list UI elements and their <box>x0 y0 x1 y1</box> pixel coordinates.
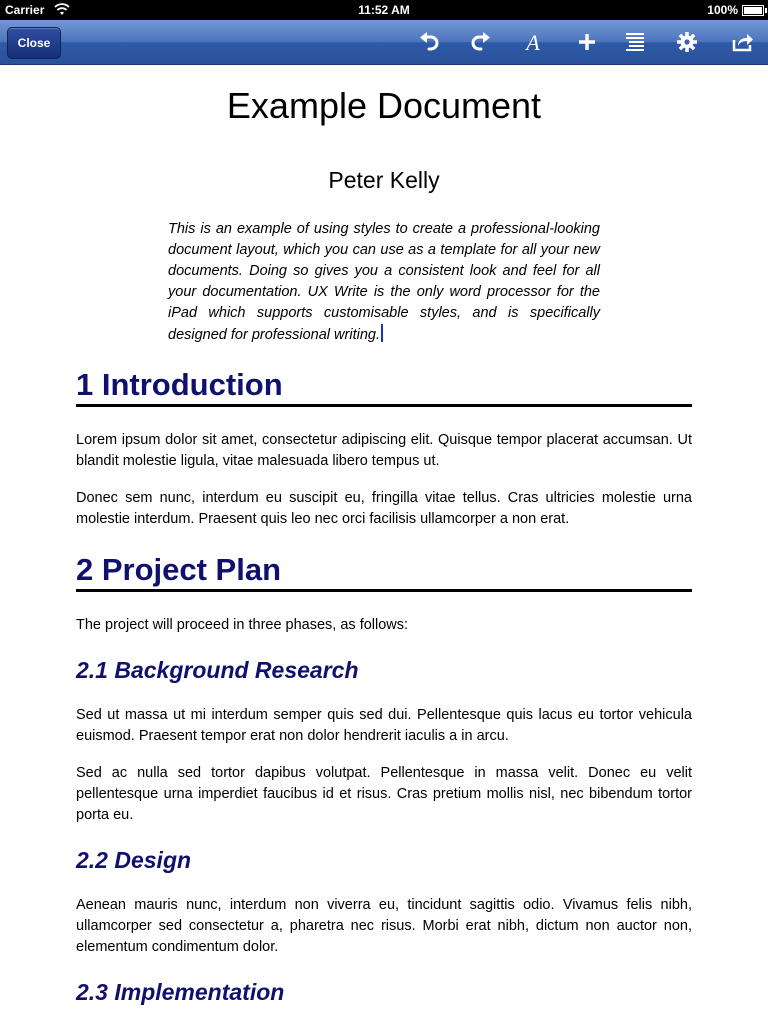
battery-icon <box>742 5 764 16</box>
svg-text:A: A <box>526 30 540 54</box>
document-author[interactable]: Peter Kelly <box>328 167 440 193</box>
carrier-label: Carrier <box>5 3 45 17</box>
close-button[interactable]: Close <box>7 27 61 59</box>
add-icon[interactable] <box>573 28 601 56</box>
heading-design[interactable]: 2.2 Design <box>76 847 192 873</box>
share-icon[interactable] <box>729 28 757 56</box>
intro-paragraph-2[interactable]: Donec sem nunc, interdum eu suscipit eu, fringilla vitae tellus. Cras ultricies molestie urna molestie interdum. Praesent quis leo nec orci facilisis ullamcorper a non erat. <box>76 490 692 527</box>
settings-icon[interactable] <box>673 28 701 56</box>
research-paragraph-1[interactable]: Sed ut massa ut mi interdum semper quis sed dui. Pellentesque quis lacus eu tortor vehicula euismod. Praesent tempor erat non dolor hendrerit iaculis a in arcu. <box>76 707 692 744</box>
heading-project-plan[interactable]: 2 Project Plan <box>76 552 692 592</box>
text-cursor <box>381 324 383 342</box>
design-paragraph-1[interactable]: Aenean mauris nunc, interdum non viverra eu, tincidunt sagittis odio. Vivamus felis nibh, ullamcorper sed consectetur a, pharetra nec risus. Morbi erat nibh, dictum non auctor non, elementum condimentum dolor. <box>76 897 692 955</box>
heading-background-research[interactable]: 2.1 Background Research <box>76 657 359 683</box>
redo-icon[interactable] <box>467 28 495 56</box>
heading-implementation[interactable]: 2.3 Implementation <box>76 979 285 1005</box>
toolbar <box>0 20 768 65</box>
outline-icon[interactable] <box>621 28 649 56</box>
plan-paragraph-1[interactable]: The project will proceed in three phases, as follows: <box>76 617 409 633</box>
document-abstract[interactable] <box>168 219 600 346</box>
intro-paragraph-1[interactable]: Lorem ipsum dolor sit amet, consectetur adipiscing elit. Quisque tempor placerat accumsan. Ut blandit molestie ligula, vitae malesuada libero tempus ut. <box>76 432 692 469</box>
clock: 11:52 AM <box>358 3 410 17</box>
status-bar <box>0 0 768 20</box>
text-style-icon[interactable] <box>519 28 547 56</box>
document-title[interactable]: Example Document <box>226 85 542 126</box>
heading-introduction[interactable]: 1 Introduction <box>76 367 692 407</box>
abstract-text: This is an example of using styles to create a professional-looking document layout, which you can use as a template for all your new documents. Doing so gives you a consistent look and feel for all your documentation. UX Write is the only word processor for the iPad which supports customisable styles, and is specifically designed for professional writing. <box>168 221 600 343</box>
battery-percent: 100% <box>707 3 738 17</box>
undo-icon[interactable] <box>415 28 443 56</box>
research-paragraph-2[interactable]: Sed ac nulla sed tortor dapibus volutpat. Pellentesque in massa velit. Donec eu velit pellentesque urna imperdiet faucibus id et risus. Cras pretium mollis nisl, nec bibendum tortor porta eu. <box>76 765 692 823</box>
